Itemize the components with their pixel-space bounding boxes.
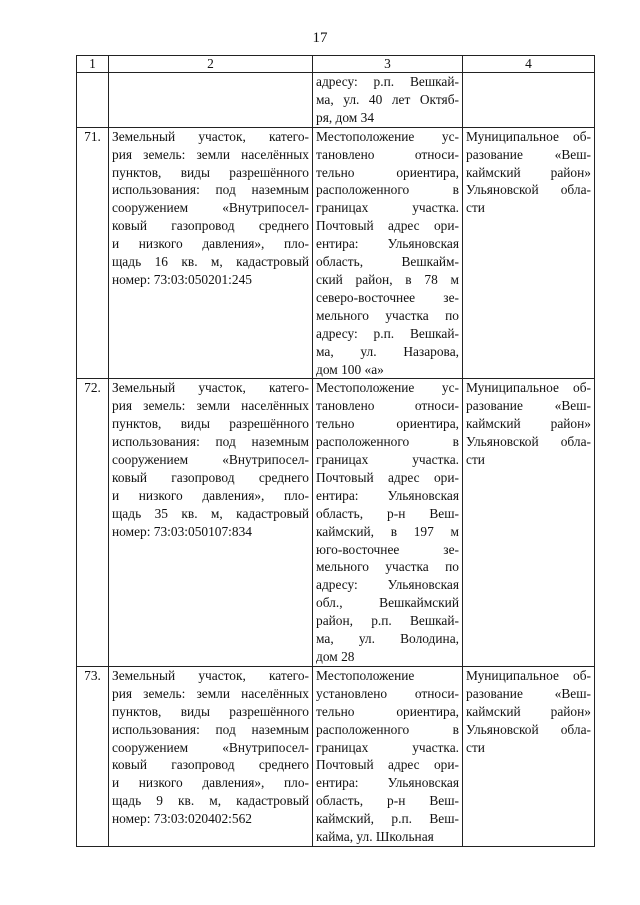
location-line: адресу: р.п. Вешкай- bbox=[316, 74, 459, 89]
location-line: тельно ориентира, bbox=[316, 416, 459, 432]
description-cell bbox=[109, 73, 313, 128]
location-line: юго-восточнее зе- bbox=[316, 541, 459, 557]
owner-line: Ульяновской обла- bbox=[466, 182, 591, 198]
location-line: мельного участка по bbox=[316, 307, 459, 323]
location-line: тельно ориентира, bbox=[316, 703, 459, 719]
location-cell bbox=[313, 379, 463, 667]
location-line: Местоположение bbox=[316, 667, 415, 683]
description-line: рия земель: земли населённых bbox=[112, 685, 309, 701]
land-plots-table bbox=[76, 55, 595, 847]
location-line: установлено относи- bbox=[316, 685, 459, 701]
location-cell bbox=[313, 73, 463, 128]
location-line: адресу: Ульяновская bbox=[316, 577, 459, 593]
description-line: пунктов, виды разрешённого bbox=[112, 416, 309, 432]
owner-line: разование «Веш- bbox=[466, 146, 591, 162]
location-line: ма, ул. 40 лет Октяб- bbox=[316, 91, 459, 107]
location-line: ря, дом 34 bbox=[316, 109, 375, 125]
description-line: сооружением «Внутрипосел- bbox=[112, 739, 309, 755]
owner-cell bbox=[463, 73, 595, 128]
description-line: номер: 73:03:050201:245 bbox=[112, 271, 252, 287]
description-line: номер: 73:03:020402:562 bbox=[112, 811, 252, 827]
location-line: ентира: Ульяновская bbox=[316, 775, 459, 791]
description-line: сооружением «Внутрипосел- bbox=[112, 452, 309, 468]
owner-line: сти bbox=[466, 200, 485, 216]
location-cell bbox=[313, 127, 463, 379]
location-cell bbox=[313, 666, 463, 846]
location-line: область, Вешкайм- bbox=[316, 254, 459, 270]
location-line: каймский, р.п. Веш- bbox=[316, 811, 459, 827]
location-line: расположенного в bbox=[316, 434, 459, 450]
description-line: Земельный участок, катего- bbox=[112, 380, 309, 396]
description-line: и низкого давления», пло- bbox=[112, 236, 309, 252]
owner-cell bbox=[463, 666, 595, 846]
owner-line: сти bbox=[466, 452, 485, 468]
description-line: щадь 9 кв. м, кадастровый bbox=[112, 793, 309, 809]
header-cell: 1 bbox=[77, 56, 109, 73]
table-row bbox=[77, 379, 595, 667]
location-line: мельного участка по bbox=[316, 559, 459, 575]
table-row bbox=[77, 666, 595, 846]
location-line: границах участка. bbox=[316, 452, 459, 468]
table-row bbox=[77, 127, 595, 379]
owner-line: Муниципальное об- bbox=[466, 380, 591, 396]
description-cell bbox=[109, 379, 313, 667]
row-number: 72. bbox=[77, 379, 109, 667]
header-cell: 2 bbox=[109, 56, 313, 73]
description-line: щадь 16 кв. м, кадастровый bbox=[112, 254, 309, 270]
description-line: рия земель: земли населённых bbox=[112, 146, 309, 162]
location-line: ский район, в 78 м bbox=[316, 271, 459, 287]
description-line: использования: под наземным bbox=[112, 182, 309, 198]
location-line: ма, ул. Назарова, bbox=[316, 343, 459, 359]
owner-line: разование «Веш- bbox=[466, 685, 591, 701]
description-line: Земельный участок, катего- bbox=[112, 667, 309, 683]
owner-line: каймский район» bbox=[466, 164, 591, 180]
description-line: сооружением «Внутрипосел- bbox=[112, 200, 309, 216]
description-cell bbox=[109, 127, 313, 379]
number-cell bbox=[77, 73, 109, 128]
location-line: Почтовый адрес ори- bbox=[316, 469, 459, 485]
row-number: 71. bbox=[77, 127, 109, 379]
location-line: Почтовый адрес ори- bbox=[316, 757, 459, 773]
location-line: тельно ориентира, bbox=[316, 164, 459, 180]
description-line: ковый газопровод среднего bbox=[112, 218, 309, 234]
owner-line: Ульяновской обла- bbox=[466, 434, 591, 450]
header-cell: 4 bbox=[463, 56, 595, 73]
location-line: каймский, в 197 м bbox=[316, 523, 459, 539]
description-line: номер: 73:03:050107:834 bbox=[112, 523, 252, 539]
location-line: северо-восточнее зе- bbox=[316, 289, 459, 305]
header-row bbox=[77, 56, 595, 73]
description-line: использования: под наземным bbox=[112, 434, 309, 450]
page-number: 17 bbox=[312, 30, 328, 46]
description-cell bbox=[109, 666, 313, 846]
location-line: дом 28 bbox=[316, 649, 355, 664]
owner-line: сти bbox=[466, 739, 485, 755]
owner-line: разование «Веш- bbox=[466, 398, 591, 414]
location-line: Местоположение ус- bbox=[316, 380, 459, 396]
description-line: и низкого давления», пло- bbox=[112, 487, 309, 503]
location-line: границах участка. bbox=[316, 739, 459, 755]
description-line: щадь 35 кв. м, кадастровый bbox=[112, 505, 309, 521]
location-line: расположенного в bbox=[316, 182, 459, 198]
row-number: 73. bbox=[77, 666, 109, 846]
location-line: Местоположение ус- bbox=[316, 128, 459, 144]
owner-line: каймский район» bbox=[466, 703, 591, 719]
owner-line: Муниципальное об- bbox=[466, 667, 591, 683]
location-line: тановлено относи- bbox=[316, 398, 459, 414]
location-line: обл., Вешкаймский bbox=[316, 595, 459, 611]
owner-cell bbox=[463, 379, 595, 667]
description-line: и низкого давления», пло- bbox=[112, 775, 309, 791]
owner-line: Муниципальное об- bbox=[466, 128, 591, 144]
description-line: ковый газопровод среднего bbox=[112, 469, 309, 485]
description-line: использования: под наземным bbox=[112, 721, 309, 737]
location-line: область, р-н Веш- bbox=[316, 505, 459, 521]
owner-cell bbox=[463, 127, 595, 379]
description-line: ковый газопровод среднего bbox=[112, 757, 309, 773]
owner-line: Ульяновской обла- bbox=[466, 721, 591, 737]
location-line: область, р-н Веш- bbox=[316, 793, 459, 809]
location-line: Почтовый адрес ори- bbox=[316, 218, 459, 234]
header-cell: 3 bbox=[313, 56, 463, 73]
continuation-row bbox=[77, 73, 595, 128]
description-line: рия земель: земли населённых bbox=[112, 398, 309, 414]
owner-line: каймский район» bbox=[466, 416, 591, 432]
description-line: Земельный участок, катего- bbox=[112, 128, 309, 144]
location-line: тановлено относи- bbox=[316, 146, 459, 162]
location-line: ма, ул. Володина, bbox=[316, 631, 459, 647]
location-line: кайма, ул. Школьная bbox=[316, 829, 434, 845]
location-line: ентира: Ульяновская bbox=[316, 236, 459, 252]
location-line: адресу: р.п. Вешкай- bbox=[316, 325, 459, 341]
description-line: пунктов, виды разрешённого bbox=[112, 164, 309, 180]
location-line: ентира: Ульяновская bbox=[316, 487, 459, 503]
location-line: границах участка. bbox=[316, 200, 459, 216]
description-line: пунктов, виды разрешённого bbox=[112, 703, 309, 719]
location-line: дом 100 «а» bbox=[316, 361, 384, 377]
location-line: район, р.п. Вешкай- bbox=[316, 613, 459, 629]
location-line: расположенного в bbox=[316, 721, 459, 737]
